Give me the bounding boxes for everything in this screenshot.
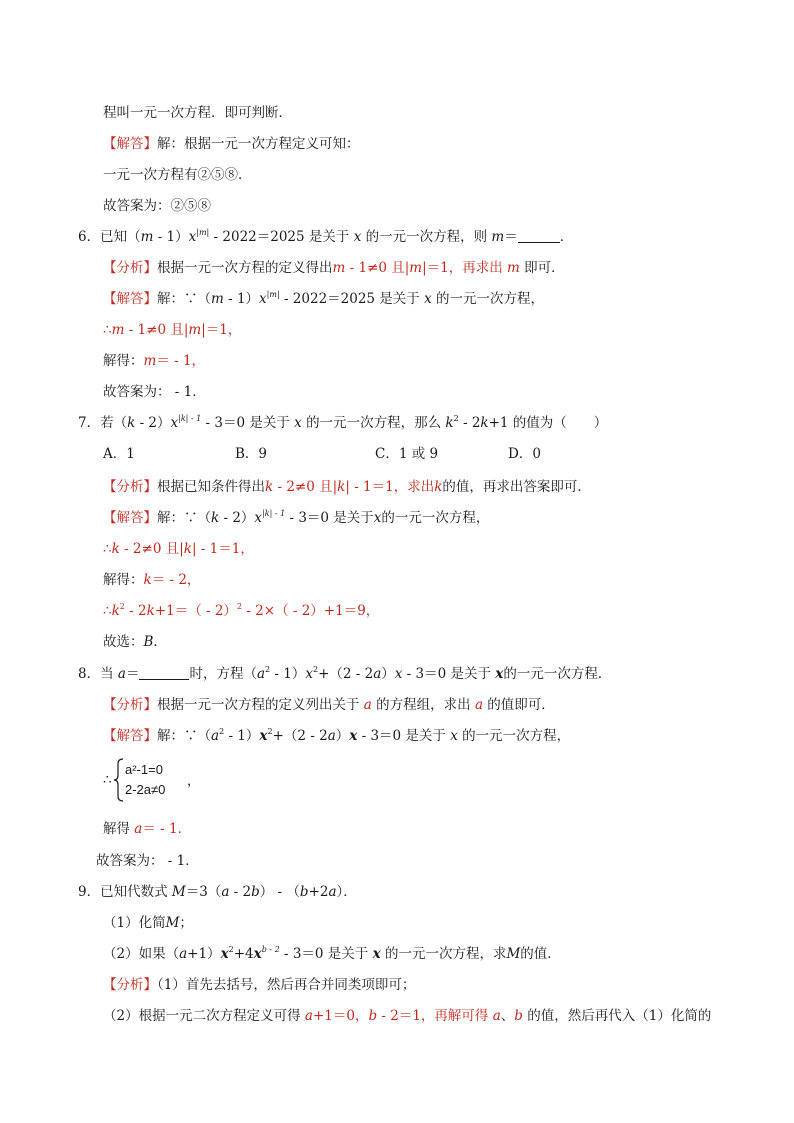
answer-line: 故答案为： - 1． <box>96 853 199 869</box>
solution-line: 解得：k＝ - 2， <box>103 572 201 588</box>
question-9: 9．已知代数式 M＝3（a - 2b） - （b+2a）． <box>78 884 357 900</box>
solution-line: $\therefore k^2 - 2k+1=( - 2)^2 - 2\times( - 2)+1=9$， <box>103 602 380 619</box>
option-c: C．1 或 9 <box>375 446 439 462</box>
subquestion-2: （2）如果$(a+1)x^2+4x^{b - 2} - 3=0$ 是关于 x 的一元一次方程，求M的值． <box>103 945 561 962</box>
option-b: B．9 <box>235 446 268 462</box>
question-7: 7．若$(k - 2)x^{|k| - 1} - 3=0$ 是关于 x 的一元一次方程，那么 $k^2 - 2k+1$ 的值为（ ） <box>78 414 608 431</box>
option-a: A．1 <box>103 446 135 462</box>
brace-icon <box>113 758 125 802</box>
answer-line: 【解答】解：∵（k - $2)x^{|k| - 1} - 3=0$ 是关于x的一元一次方程， <box>103 509 490 526</box>
answer-line: 【解答】解：∵（m - $1)x^{|m|} - 2022=2025$ 是关于 x 的一元一次方程， <box>103 290 545 307</box>
answer-line: 【解答】解：根据一元一次方程定义可知： <box>103 136 360 152</box>
answer-blank <box>518 228 560 243</box>
analysis-line: （2）根据一元二次方程定义可得 a+1＝0，b - 2＝1，再解可得 a、b 的值，然后再代入（1）化简的 <box>103 1008 712 1024</box>
answer-line: 故答案为：②⑤⑧ <box>103 198 211 214</box>
system-comma: ， <box>187 773 201 788</box>
solution-line: ∴k - 2≠0 且|k| - 1＝1， <box>103 541 254 557</box>
solution-line: 解得 a＝ - 1． <box>103 821 192 837</box>
analysis-line: 【分析】根据已知条件得出k - 2≠0 且|k| - 1＝1，求出k的值，再求出答案即可． <box>103 479 591 495</box>
question-8: 8．当 a＝ 时，方程$(a^2 - 1)x^2+(2 - 2a)x - 3=0$ 是关于 x的一元一次方程． <box>78 665 612 682</box>
text-line: 一元一次方程有②⑤⑧． <box>103 167 252 183</box>
option-d: D．0 <box>508 446 541 462</box>
system-equation-1: a²-1=0 <box>125 762 163 777</box>
text-line: 程叫一元一次方程．即可判断． <box>103 105 292 121</box>
analysis-line: 【分析】根据一元一次方程的定义列出关于 a 的方程组，求出 a 的值即可． <box>103 697 555 713</box>
solution-line: 解得：m＝ - 1， <box>103 353 206 369</box>
solution-line: ∴m - 1≠0 且|m|＝1， <box>103 322 242 338</box>
answer-blank <box>139 665 189 680</box>
answer-line: 【解答】解：$\because(a^2 - 1)x^2+(2 - 2a)x - 3=0$ 是关于 x 的一元一次方程， <box>103 727 571 744</box>
answer-line: 故选：B． <box>103 634 167 650</box>
analysis-line: 【分析】（1）首先去括号，然后再合并同类项即可； <box>103 977 416 993</box>
system-equation-2: 2-2a≠0 <box>125 782 166 797</box>
subquestion-1: （1）化简M； <box>103 915 193 931</box>
therefore-symbol: ∴ <box>103 772 112 788</box>
question-6: 6．已知$(m - 1)x^{|m|} - 2022=2025$ 是关于 x 的一元一次方程，则 m＝ ． <box>78 228 574 245</box>
answer-line: 故答案为： - 1． <box>103 384 206 400</box>
analysis-line: 【分析】根据一元一次方程的定义得出m - 1≠0 且|m|＝1，再求出 m 即可． <box>103 260 565 276</box>
